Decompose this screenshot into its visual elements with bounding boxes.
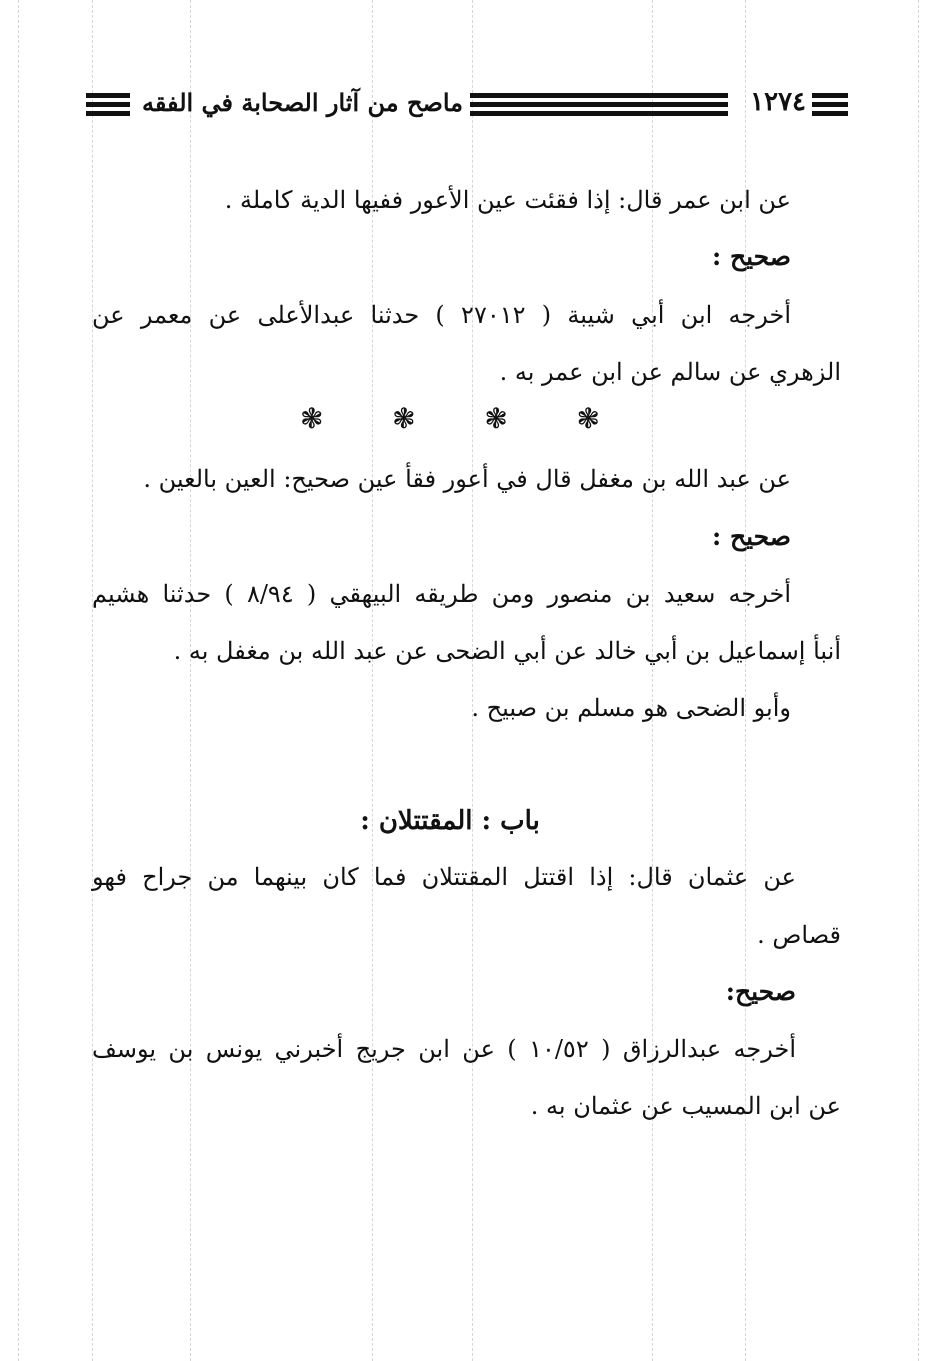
grade-heading: صحيح: <box>725 977 796 1006</box>
scan-guide-line <box>190 0 191 1361</box>
header-bar <box>470 93 728 98</box>
header-bar <box>470 111 728 116</box>
grade-heading: صحيح : <box>712 522 791 551</box>
takhrij-line: أخرجه ابن أبي شيبة ( ٢٧٠١٢ ) حدثنا عبدالأعلى عن معمر عن <box>92 301 791 329</box>
header-bar <box>812 102 848 107</box>
takhrij-line: أنبأ إسماعيل بن أبي خالد عن أبي الضحى عن عبد الله بن مغفل به . <box>173 637 841 665</box>
takhrij-line: الزهري عن سالم عن ابن عمر به . <box>499 358 841 386</box>
scan-guide-line <box>918 0 919 1361</box>
flower-ornament-icon: ❃ <box>576 402 600 435</box>
header-bar <box>470 102 728 107</box>
note-line: وأبو الضحى هو مسلم بن صبيح . <box>471 694 791 722</box>
header-bars-right <box>812 88 848 120</box>
takhrij-line: أخرجه سعيد بن منصور ومن طريقه البيهقي ( ٨/٩٤ ) حدثنا هشيم <box>92 580 792 608</box>
header-bar <box>86 102 130 107</box>
athar-text: قصاص . <box>757 921 841 949</box>
athar-text: عن ابن عمر قال: إذا فقئت عين الأعور ففيها الدية كاملة . <box>224 186 791 214</box>
header-bars-middle <box>470 88 728 120</box>
header-bar <box>86 93 130 98</box>
scan-guide-line <box>92 0 93 1361</box>
header-bars-left <box>86 88 130 120</box>
athar-text: عن عثمان قال: إذا اقتتل المقتتلان فما كان بينهما من جراح فهو <box>92 863 796 891</box>
flower-ornament-icon: ❃ <box>300 402 324 435</box>
running-title: ماصح من آثار الصحابة في الفقه <box>142 88 463 117</box>
section-separator <box>300 404 600 434</box>
flower-ornament-icon: ❃ <box>484 402 508 435</box>
page-header <box>86 88 848 120</box>
takhrij-line: أخرجه عبدالرزاق ( ١٠/٥٢ ) عن ابن جريج أخبرني يونس بن يوسف <box>92 1035 797 1063</box>
athar-text: عن عبد الله بن مغفل قال في أعور فقأ عين صحيح: العين بالعين . <box>143 465 791 493</box>
header-bar <box>86 111 130 116</box>
chapter-title: باب : المقتتلان : <box>360 806 540 836</box>
scan-guide-line <box>18 0 19 1361</box>
flower-ornament-icon: ❃ <box>392 402 416 435</box>
takhrij-line: عن ابن المسيب عن عثمان به . <box>530 1092 841 1120</box>
header-bar <box>812 93 848 98</box>
page-number: ١٢٧٤ <box>750 87 806 117</box>
grade-heading: صحيح : <box>712 242 791 271</box>
header-bar <box>812 111 848 116</box>
